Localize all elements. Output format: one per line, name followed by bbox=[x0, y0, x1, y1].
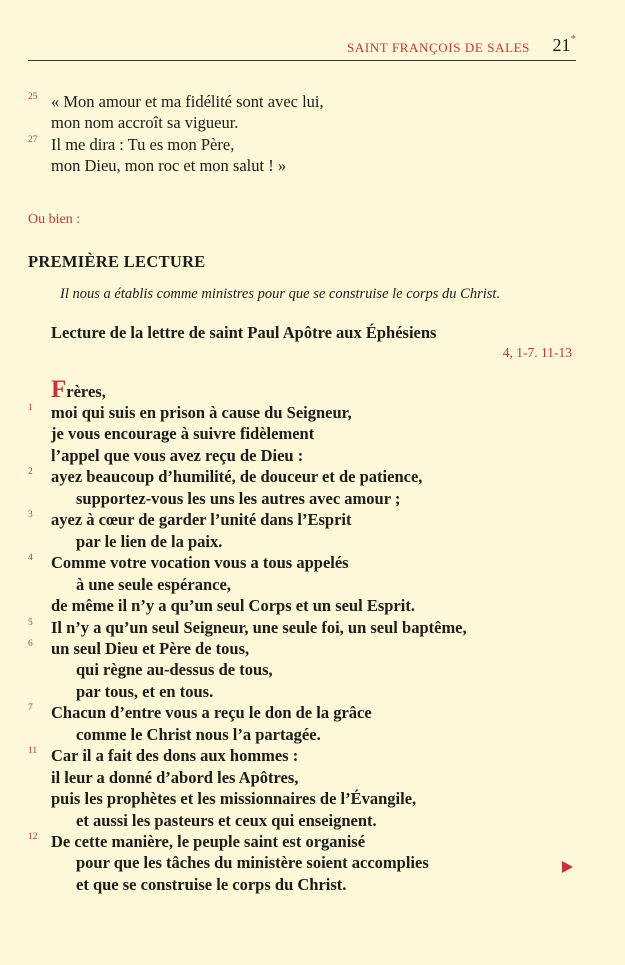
reading-line: par tous, et en tous. bbox=[76, 681, 214, 701]
verse-number: 4 bbox=[28, 553, 33, 564]
reading-line: supportez-vous les uns les autres avec amour ; bbox=[76, 488, 401, 508]
reading-line: De cette manière, le peuple saint est organisé bbox=[51, 832, 366, 851]
reading-line: Car il a fait des dons aux hommes : bbox=[51, 746, 299, 766]
reading-line: ayez à cœur de garder l’unité dans l’Esprit bbox=[51, 510, 352, 530]
verse-number: 27 bbox=[28, 134, 38, 145]
reading-line: Comme votre vocation vous a tous appelés bbox=[51, 553, 349, 573]
reading-line: l’appel que vous avez reçu de Dieu : bbox=[51, 445, 304, 465]
page-number: 21* bbox=[552, 33, 576, 55]
reading-line: et que se construise le corps du Christ. bbox=[76, 874, 347, 894]
reading-title: Lecture de la lettre de saint Paul Apôtre aux Éphésiens bbox=[51, 323, 437, 342]
verse-number: 11 bbox=[28, 746, 38, 757]
opening-text: rères, bbox=[66, 382, 106, 401]
reading-line: pour que les tâches du ministère soient accomplies bbox=[76, 853, 429, 873]
verse-number: 3 bbox=[28, 510, 33, 521]
reading-line: ayez beaucoup d’humilité, de douceur et de patience, bbox=[51, 467, 423, 487]
reading-line: un seul Dieu et Père de tous, bbox=[51, 638, 250, 658]
verse-number: 12 bbox=[28, 832, 38, 842]
section-title: PREMIÈRE LECTURE bbox=[28, 252, 206, 271]
reading-line: Chacun d’entre vous a reçu le don de la grâce bbox=[51, 703, 372, 723]
opening-line bbox=[51, 376, 106, 403]
running-title: SAINT FRANÇOIS DE SALES bbox=[347, 40, 530, 55]
verse-number: 2 bbox=[28, 467, 33, 478]
verse-number: 25 bbox=[28, 92, 38, 102]
page-mark: * bbox=[570, 33, 576, 45]
verse-number: 1 bbox=[28, 403, 33, 413]
psalm-line: mon nom accroît sa vigueur. bbox=[51, 113, 239, 133]
reading-line: comme le Christ nous l’a partagée. bbox=[76, 724, 321, 744]
verse-number: 7 bbox=[28, 703, 33, 714]
reading-summary: Il nous a établis comme ministres pour que se construise le corps du Christ. bbox=[60, 286, 501, 302]
reading-line: moi qui suis en prison à cause du Seigneur, bbox=[51, 403, 352, 422]
reading-line: Il n’y a qu’un seul Seigneur, une seule foi, un seul baptême, bbox=[51, 617, 467, 637]
reading-line: et aussi les pasteurs et ceux qui enseignent. bbox=[76, 810, 377, 830]
reading-line: par le lien de la paix. bbox=[76, 531, 223, 551]
drop-cap: F bbox=[51, 376, 67, 403]
continue-arrow-icon bbox=[562, 861, 573, 873]
reading-line: puis les prophètes et les missionnaires de l’Évangile, bbox=[51, 789, 417, 809]
reading-line: je vous encourage à suivre fidèlement bbox=[51, 424, 315, 444]
psalm-line: mon Dieu, mon roc et mon salut ! » bbox=[51, 155, 287, 175]
scripture-reference: 4, 1-7. 11-13 bbox=[502, 345, 572, 360]
psalm-line: « Mon amour et ma fidélité sont avec lui, bbox=[51, 92, 324, 111]
psalm-line: Il me dira : Tu es mon Père, bbox=[51, 134, 235, 154]
reading-line: qui règne au-dessus de tous, bbox=[76, 660, 273, 680]
reading-line: de même il n’y a qu’un seul Corps et un seul Esprit. bbox=[51, 596, 415, 616]
verse-number: 5 bbox=[28, 617, 33, 628]
running-header bbox=[28, 33, 576, 61]
reading-line: il leur a donné d’abord les Apôtres, bbox=[51, 767, 299, 787]
verse-number: 6 bbox=[28, 638, 33, 649]
alternative-label: Ou bien : bbox=[28, 212, 81, 227]
reading-line: à une seule espérance, bbox=[76, 574, 231, 594]
